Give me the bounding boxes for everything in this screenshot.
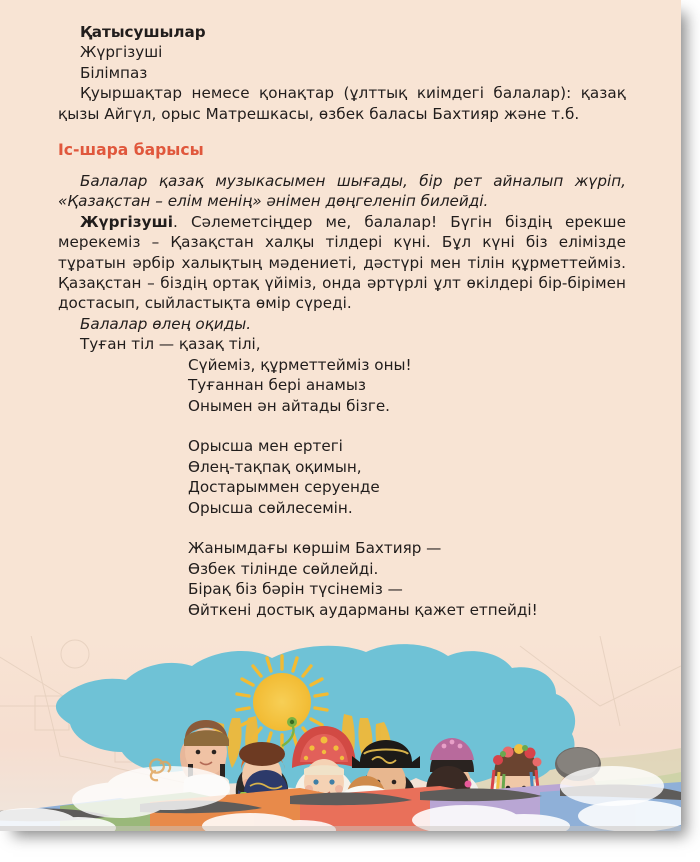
- speaker-separator: .: [173, 212, 191, 231]
- poem-line: Достарыммен серуенде: [188, 478, 380, 497]
- illustration-kazakhstan-friendship: [0, 636, 681, 831]
- speaker-name-host: Жүргізуші: [80, 212, 174, 231]
- participant-host: Жүргізуші: [80, 43, 163, 62]
- page-content: [58, 22, 626, 701]
- stage-direction-poem-intro: Балалар өлең оқиды.: [80, 314, 252, 333]
- stanza-gap: [188, 416, 626, 436]
- participants-title: Қатысушылар: [80, 23, 206, 41]
- poem-line: Өйткені достық аударманы қажет етпейді!: [188, 600, 538, 619]
- poem-line: Өлең-тақпақ оқимын,: [188, 457, 362, 476]
- section-heading-event-progress: Іс-шара барысы: [58, 141, 204, 160]
- poem-lead-line: Туған тіл — қазақ тілі,: [80, 335, 261, 354]
- poem-line: Сүйеміз, құрметтейміз оны!: [188, 355, 412, 374]
- poem-line: Орысша сөйлесемін.: [188, 498, 353, 517]
- poem-line: Өзбек тілінде сөйлейді.: [188, 559, 379, 578]
- participant-scholar: Білімпаз: [80, 63, 148, 82]
- poem-body: [188, 355, 626, 620]
- stanza-gap: [188, 518, 626, 538]
- speech-host: [58, 212, 626, 314]
- stage-direction-opening: Балалар қазақ музыкасымен шығады, бір рет айналып жүріп, «Қазақстан – елім менің» әнімен дөңгеленіп билейді.: [58, 172, 626, 211]
- speech-host-text: Сәлеметсіңдер ме, балалар! Бүгін біздің ерекше мерекеміз – Қазақстан халқы тілдері күні. Бұл күні біз елімізде тұратын әрбір халықтың мәдениеті, дәстүрі мен тілін құрметтейміз. Қазақстан – біздің ортақ үйіміз, онда әртүрлі ұлт өкілдері бір-бірімен достасып, сыйластықта өмір сүреді.: [58, 212, 626, 313]
- participants-description: Қуыршақтар немесе қонақтар (ұлттық киімдегі балалар): қазақ қызы Айгүл, орыс Матрешкасы, өзбек баласы Бахтияр және т.б.: [58, 84, 626, 123]
- poem-line: Туғаннан бері анамыз: [188, 376, 366, 395]
- poem-line: Орысша мен ертегі: [188, 437, 343, 456]
- poem-line: Жанымдағы көршім Бахтияр —: [188, 539, 442, 558]
- poem-line: Бірақ біз бәрін түсінеміз —: [188, 580, 403, 599]
- poem-line: Онымен ән айтады бізге.: [188, 396, 390, 415]
